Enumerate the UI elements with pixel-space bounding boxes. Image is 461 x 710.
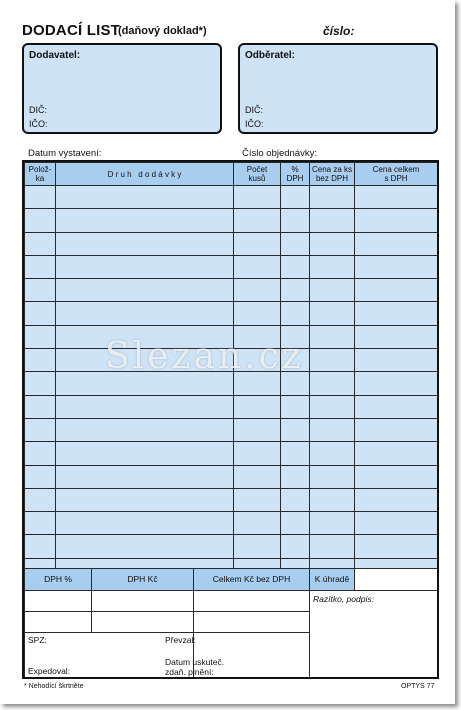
quantity-cell[interactable] xyxy=(234,442,281,465)
unit-price-cell[interactable] xyxy=(310,488,355,511)
vat-pct-cell[interactable] xyxy=(281,488,310,511)
vat-pct-cell-1[interactable] xyxy=(25,591,92,612)
unit-price-cell[interactable] xyxy=(310,279,355,302)
received-label: Převzal: xyxy=(165,635,196,645)
item-no-cell[interactable] xyxy=(25,349,56,372)
description-cell[interactable] xyxy=(56,232,234,255)
unit-price-cell[interactable] xyxy=(310,186,355,209)
customer-ico-label: IČO: xyxy=(245,119,264,129)
description-cell[interactable] xyxy=(56,395,234,418)
table-row xyxy=(25,395,438,418)
table-row xyxy=(25,279,438,302)
footer-note: * Nehodící škrtněte xyxy=(24,683,84,690)
table-row xyxy=(25,418,438,441)
total-cell[interactable] xyxy=(355,232,438,255)
unit-price-cell[interactable] xyxy=(310,209,355,232)
order-number-label: Číslo objednávky: xyxy=(242,148,317,159)
issue-date-label: Datum vystavení: xyxy=(28,148,102,159)
form-title: DODACÍ LIST xyxy=(22,22,121,39)
vat-czk-header: DPH Kč xyxy=(92,569,194,591)
item-no-cell[interactable] xyxy=(25,209,56,232)
item-no-cell[interactable] xyxy=(25,325,56,348)
description-cell[interactable] xyxy=(56,279,234,302)
total-cell[interactable] xyxy=(355,488,438,511)
col-vat-pct-header: % DPH xyxy=(281,163,310,186)
number-label: číslo: xyxy=(323,24,355,38)
item-no-cell[interactable] xyxy=(25,395,56,418)
col-total-header: Cena celkem s DPH xyxy=(355,163,438,186)
to-pay-value-cell[interactable] xyxy=(355,569,438,591)
col-description-header: D r u h d o d á v k y xyxy=(56,163,234,186)
unit-price-cell[interactable] xyxy=(310,418,355,441)
summary-table xyxy=(24,568,438,678)
vat-czk-cell-2[interactable] xyxy=(92,612,194,633)
customer-dic-label: DIČ: xyxy=(245,105,263,115)
item-no-cell[interactable] xyxy=(25,279,56,302)
total-cell[interactable] xyxy=(355,512,438,535)
total-cell[interactable] xyxy=(355,349,438,372)
total-cell[interactable] xyxy=(355,442,438,465)
total-cell[interactable] xyxy=(355,279,438,302)
table-row xyxy=(25,232,438,255)
vat-pct-cell[interactable] xyxy=(281,418,310,441)
table-row xyxy=(25,209,438,232)
customer-box[interactable] xyxy=(238,43,438,134)
quantity-cell[interactable] xyxy=(234,302,281,325)
vat-pct-cell[interactable] xyxy=(281,279,310,302)
form-subtitle: (daňový doklad*) xyxy=(118,25,207,37)
vat-pct-cell[interactable] xyxy=(281,395,310,418)
customer-label: Odběratel: xyxy=(245,50,296,61)
spz-label: SPZ: xyxy=(28,635,47,645)
total-cell-1[interactable] xyxy=(194,591,310,612)
table-row xyxy=(25,442,438,465)
total-cell[interactable] xyxy=(355,325,438,348)
quantity-cell[interactable] xyxy=(234,535,281,558)
vat-pct-cell[interactable] xyxy=(281,302,310,325)
unit-price-cell[interactable] xyxy=(310,512,355,535)
item-no-cell[interactable] xyxy=(25,232,56,255)
received-date-cell[interactable] xyxy=(165,633,310,678)
items-table-header xyxy=(25,163,438,186)
supplier-label: Dodavatel: xyxy=(29,50,81,61)
vat-pct-cell[interactable] xyxy=(281,186,310,209)
table-row xyxy=(25,186,438,209)
total-excl-vat-header: Celkem Kč bez DPH xyxy=(194,569,310,591)
description-cell[interactable] xyxy=(56,442,234,465)
vat-pct-cell[interactable] xyxy=(281,512,310,535)
quantity-cell[interactable] xyxy=(234,279,281,302)
table-row xyxy=(25,302,438,325)
description-cell[interactable] xyxy=(56,512,234,535)
item-no-cell[interactable] xyxy=(25,255,56,278)
item-no-cell[interactable] xyxy=(25,186,56,209)
vat-pct-cell[interactable] xyxy=(281,209,310,232)
item-no-cell[interactable] xyxy=(25,302,56,325)
table-row xyxy=(25,465,438,488)
unit-price-cell[interactable] xyxy=(310,255,355,278)
col-unit-price-header: Cena za ks bez DPH xyxy=(310,163,355,186)
unit-price-cell[interactable] xyxy=(310,302,355,325)
description-cell[interactable] xyxy=(56,186,234,209)
vat-pct-cell[interactable] xyxy=(281,232,310,255)
quantity-cell[interactable] xyxy=(234,418,281,441)
total-cell[interactable] xyxy=(355,302,438,325)
vat-pct-cell[interactable] xyxy=(281,535,310,558)
description-cell[interactable] xyxy=(56,209,234,232)
description-cell[interactable] xyxy=(56,302,234,325)
total-cell[interactable] xyxy=(355,372,438,395)
total-cell[interactable] xyxy=(355,418,438,441)
stamp-signature-cell[interactable] xyxy=(310,591,438,678)
description-cell[interactable] xyxy=(56,255,234,278)
total-cell[interactable] xyxy=(355,535,438,558)
taxable-date-label: Datum uskuteč. zdaň. plnění: xyxy=(165,657,225,677)
vat-pct-header: DPH % xyxy=(25,569,92,591)
quantity-cell[interactable] xyxy=(234,488,281,511)
unit-price-cell[interactable] xyxy=(310,465,355,488)
quantity-cell[interactable] xyxy=(234,512,281,535)
quantity-cell[interactable] xyxy=(234,232,281,255)
quantity-cell[interactable] xyxy=(234,465,281,488)
form-code: OPTYS 77 xyxy=(401,683,435,690)
description-cell[interactable] xyxy=(56,465,234,488)
table-row xyxy=(25,535,438,558)
description-cell[interactable] xyxy=(56,488,234,511)
unit-price-cell[interactable] xyxy=(310,395,355,418)
supplier-box[interactable] xyxy=(22,43,222,134)
vat-pct-cell[interactable] xyxy=(281,255,310,278)
supplier-ico-label: IČO: xyxy=(29,119,48,129)
item-no-cell[interactable] xyxy=(25,535,56,558)
unit-price-cell[interactable] xyxy=(310,232,355,255)
total-cell[interactable] xyxy=(355,255,438,278)
quantity-cell[interactable] xyxy=(234,209,281,232)
to-pay-header: K úhradě xyxy=(310,569,355,591)
stamp-signature-label: Razítko, podpis: xyxy=(313,594,374,604)
quantity-cell[interactable] xyxy=(234,186,281,209)
total-cell[interactable] xyxy=(355,465,438,488)
table-row xyxy=(25,255,438,278)
total-cell[interactable] xyxy=(355,186,438,209)
unit-price-cell[interactable] xyxy=(310,535,355,558)
item-no-cell[interactable] xyxy=(25,442,56,465)
total-cell[interactable] xyxy=(355,395,438,418)
item-no-cell[interactable] xyxy=(25,418,56,441)
unit-price-cell[interactable] xyxy=(310,325,355,348)
unit-price-cell[interactable] xyxy=(310,349,355,372)
total-cell[interactable] xyxy=(355,209,438,232)
col-quantity-header: Počet kusů xyxy=(234,163,281,186)
vat-pct-cell[interactable] xyxy=(281,442,310,465)
item-no-cell[interactable] xyxy=(25,512,56,535)
quantity-cell[interactable] xyxy=(234,255,281,278)
vat-pct-cell[interactable] xyxy=(281,465,310,488)
vat-pct-cell-2[interactable] xyxy=(25,612,92,633)
watermark: Slezan.cz xyxy=(105,336,304,377)
dispatched-label: Expedoval: xyxy=(28,666,71,676)
supplier-dic-label: DIČ: xyxy=(29,105,47,115)
item-no-cell[interactable] xyxy=(25,488,56,511)
description-cell[interactable] xyxy=(56,418,234,441)
unit-price-cell[interactable] xyxy=(310,372,355,395)
table-row xyxy=(25,488,438,511)
table-row xyxy=(25,512,438,535)
col-item-header: Polož- ka xyxy=(25,163,56,186)
item-no-cell[interactable] xyxy=(25,465,56,488)
quantity-cell[interactable] xyxy=(234,395,281,418)
description-cell[interactable] xyxy=(56,535,234,558)
item-no-cell[interactable] xyxy=(25,372,56,395)
unit-price-cell[interactable] xyxy=(310,442,355,465)
vat-czk-cell-1[interactable] xyxy=(92,591,194,612)
total-cell-2[interactable] xyxy=(194,612,310,633)
